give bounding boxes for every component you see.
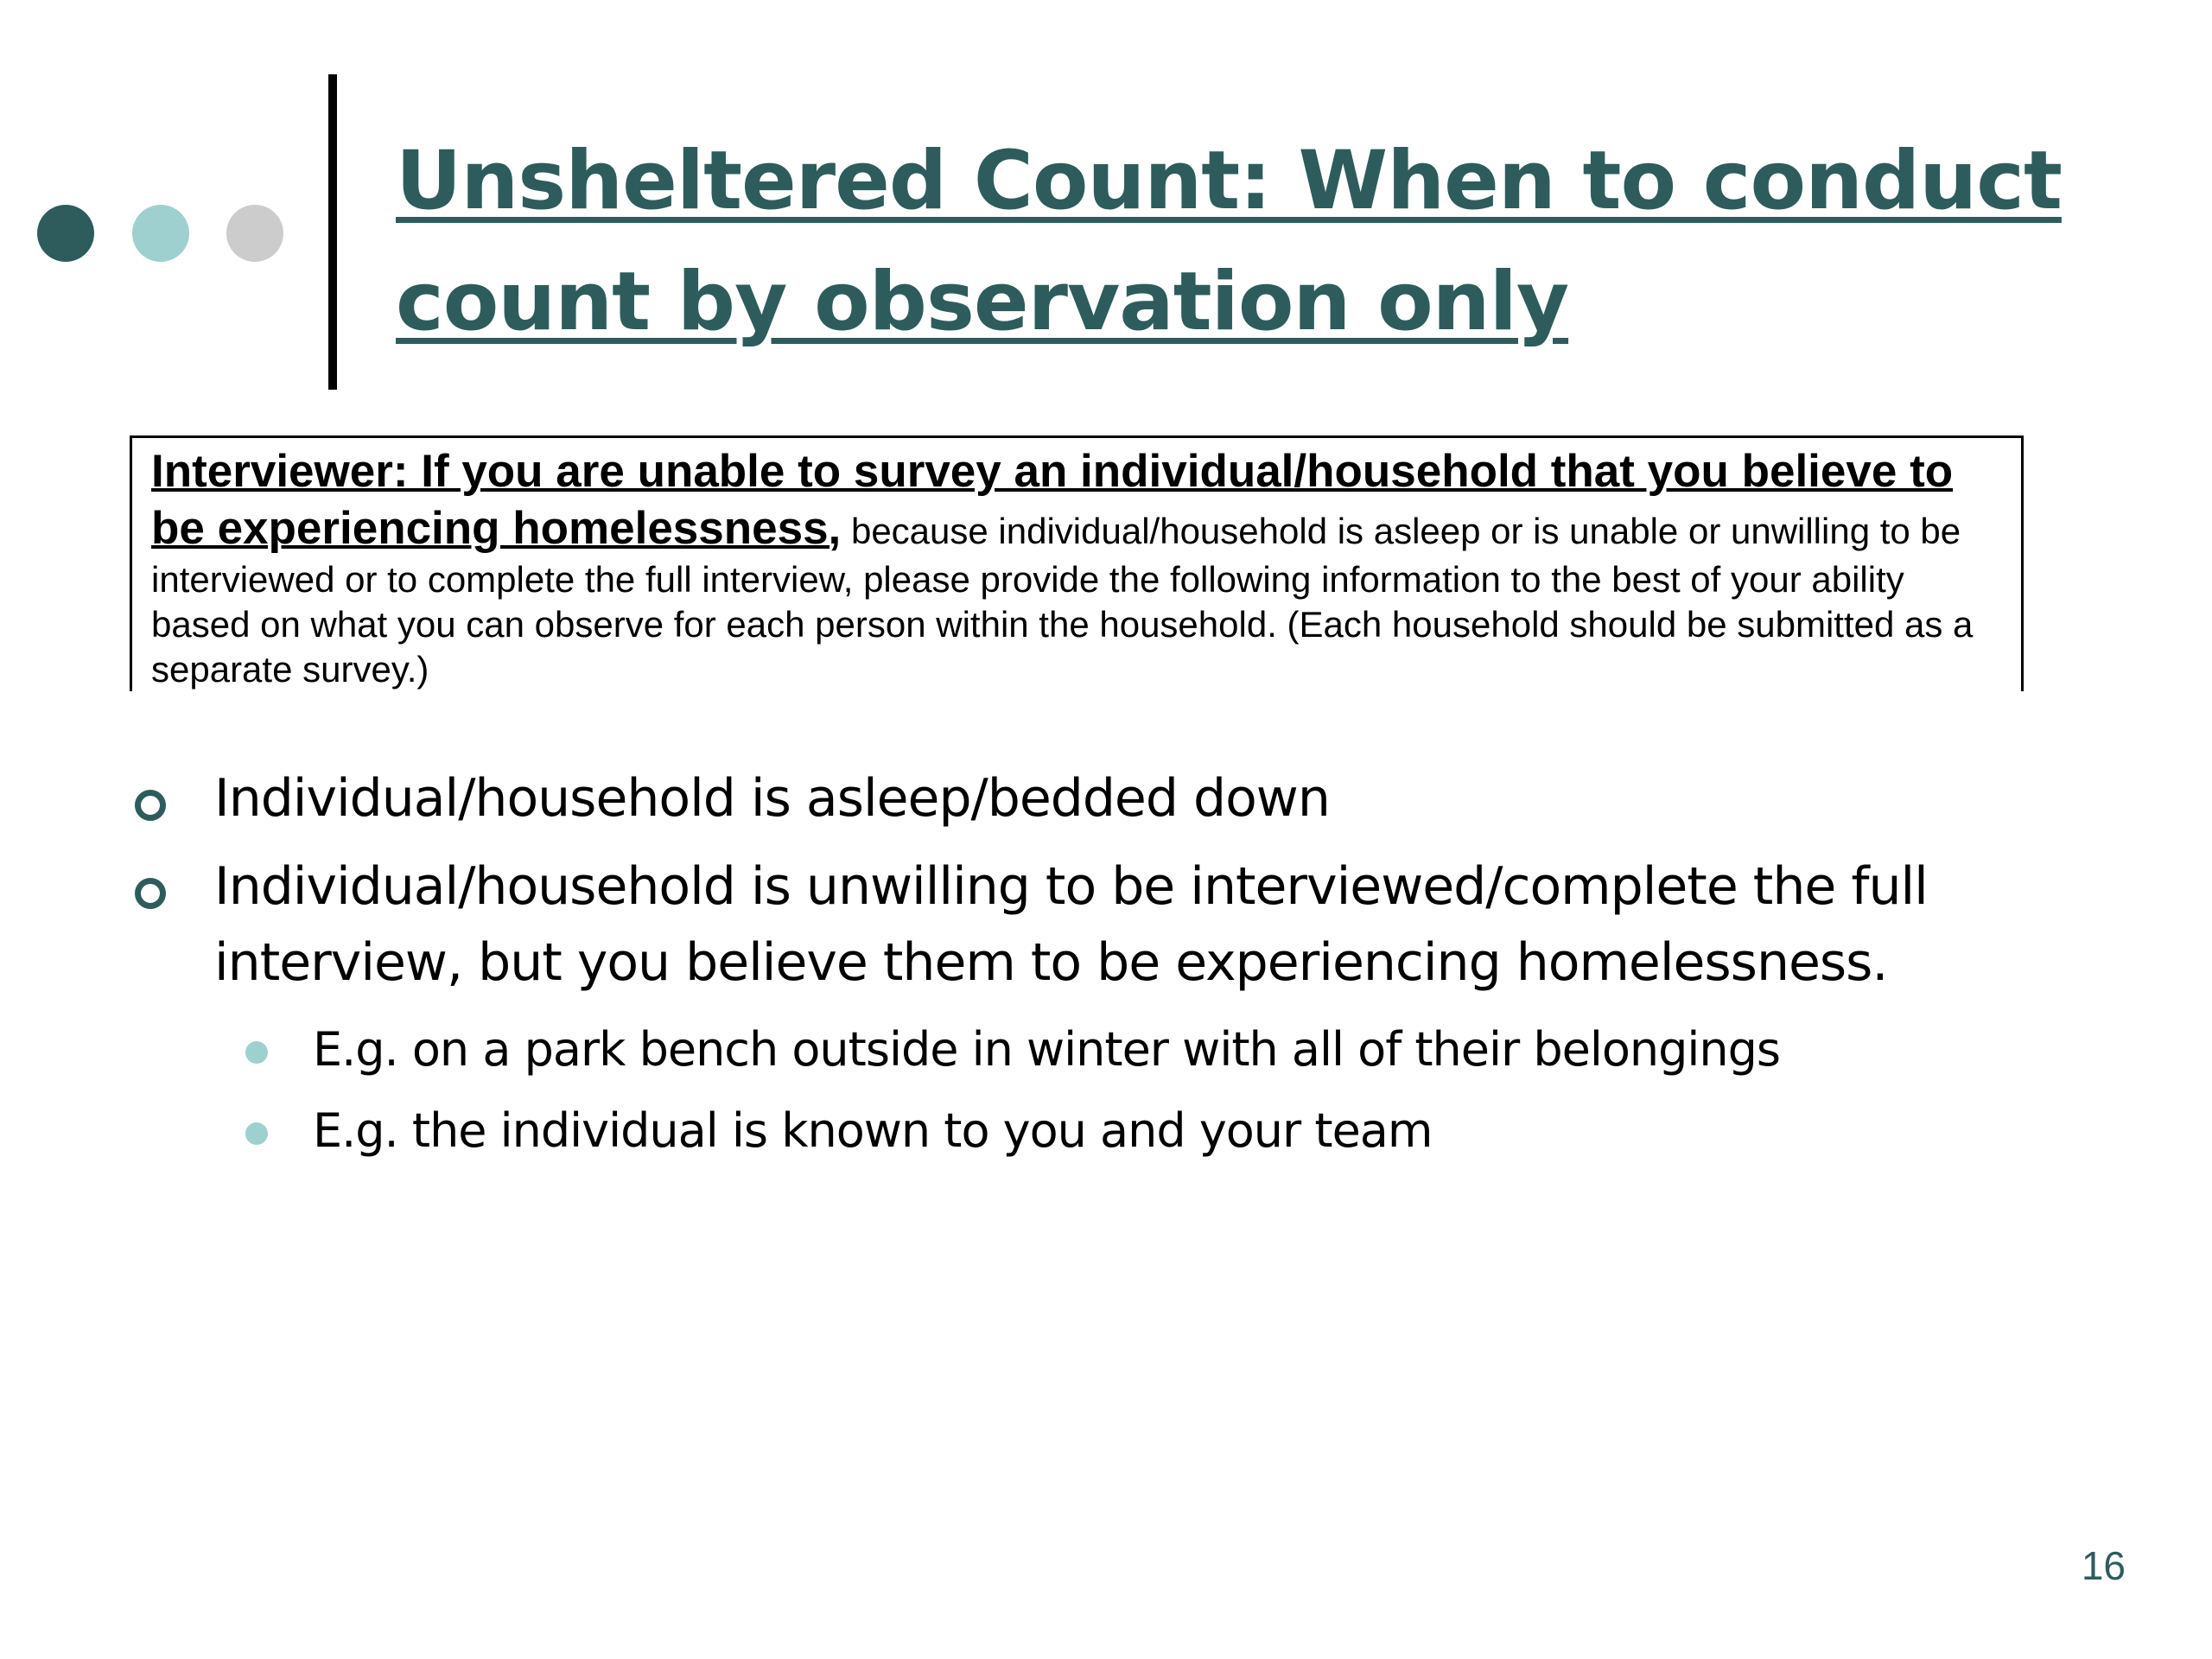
form-instruction-body: because individual/household is asleep or is unable or unwilling to be interviewed or to complete the full interview, please provide the following information to the best of your ability based on what you can observe for each person within the household. (Each household should be submitted as a separate survey.) xyxy=(151,511,1974,690)
sub-list-item xyxy=(130,1094,2074,1168)
slide-title-line-1: Unsheltered Count: When to conduct xyxy=(396,134,2062,228)
title-divider-line xyxy=(328,74,337,390)
list-item-text: Individual/household is asleep/bedded down xyxy=(214,768,1330,829)
sub-list-item-text: E.g. the individual is known to you and your team xyxy=(313,1103,1433,1158)
list-item-text: Individual/household is unwilling to be interviewed/complete the full interview, but you believe them to be experiencing homelessness. xyxy=(214,856,1928,993)
scanned-form-excerpt xyxy=(130,435,2024,691)
decorative-dot-gray xyxy=(226,205,283,262)
ring-bullet-icon xyxy=(135,878,166,909)
page-number: 16 xyxy=(2081,1543,2126,1588)
slide-title-line-2: count by observation only xyxy=(396,255,1569,349)
dot-bullet-icon xyxy=(245,1122,268,1145)
form-instruction-text xyxy=(151,443,2002,692)
list-item xyxy=(130,849,2074,1001)
bullet-list xyxy=(130,760,2074,1175)
slide-title xyxy=(396,121,2124,363)
list-item xyxy=(130,760,2074,836)
sub-list-item xyxy=(130,1013,2074,1087)
decorative-dot-dark xyxy=(37,205,94,262)
dot-bullet-icon xyxy=(245,1041,268,1064)
decorative-dot-teal xyxy=(132,205,189,262)
sub-list-item-text: E.g. on a park bench outside in winter with all of their belongings xyxy=(313,1022,1781,1077)
form-instruction-lead: Interviewer: If you are unable to survey an individual/household that you believe to be experiencing homelessness, xyxy=(151,446,1954,554)
ring-bullet-icon xyxy=(135,790,166,821)
